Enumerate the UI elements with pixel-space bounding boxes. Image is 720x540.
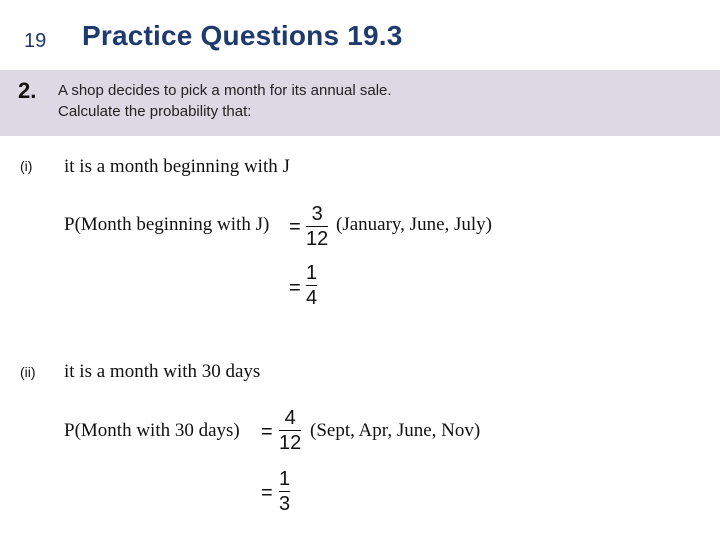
part-i-equals-1: = xyxy=(289,216,301,238)
fraction-bar xyxy=(279,491,290,492)
fraction-bar xyxy=(306,285,317,286)
page-title: Practice Questions 19.3 xyxy=(82,20,403,51)
part-ii-label: (ii) xyxy=(20,364,36,380)
part-ii-equals-2: = xyxy=(261,482,273,504)
part-ii-equals-1: = xyxy=(261,421,273,443)
question-number: 2. xyxy=(18,78,37,103)
part-i-note: (January, June, July) xyxy=(336,214,493,235)
part-ii-fraction-2-denominator: 3 xyxy=(279,493,291,515)
fraction-bar xyxy=(279,430,301,431)
part-i-fraction-2 xyxy=(306,262,317,309)
question-text xyxy=(58,80,698,122)
part-ii-calc-label: P(Month with 30 days) xyxy=(64,420,240,441)
part-i-calc-label: P(Month beginning with J) xyxy=(64,214,270,235)
chapter-number: 19 xyxy=(24,30,47,52)
part-i-fraction-2-numerator: 1 xyxy=(306,262,318,284)
part-i-equals-2: = xyxy=(289,277,301,299)
part-ii-note: (Sept, Apr, June, Nov) xyxy=(310,420,481,441)
part-i-fraction-1-denominator: 12 xyxy=(306,228,329,250)
part-i-fraction-2-denominator: 4 xyxy=(306,287,318,309)
question-line-1: A shop decides to pick a month for its annual sale. xyxy=(58,82,392,99)
part-i-fraction-1 xyxy=(306,203,328,250)
question-line-2: Calculate the probability that: xyxy=(58,103,252,120)
fraction-bar xyxy=(306,226,328,227)
part-i-fraction-1-numerator: 3 xyxy=(311,203,323,225)
part-ii-fraction-2-numerator: 1 xyxy=(279,468,291,490)
part-i-label: (i) xyxy=(20,158,33,174)
part-ii-fraction-1 xyxy=(279,407,301,454)
part-ii-fraction-1-denominator: 12 xyxy=(279,432,302,454)
part-ii-text: it is a month with 30 days xyxy=(64,361,261,382)
part-i-text: it is a month beginning with J xyxy=(64,156,290,177)
part-ii-fraction-1-numerator: 4 xyxy=(284,407,296,429)
part-ii-fraction-2 xyxy=(279,468,290,515)
